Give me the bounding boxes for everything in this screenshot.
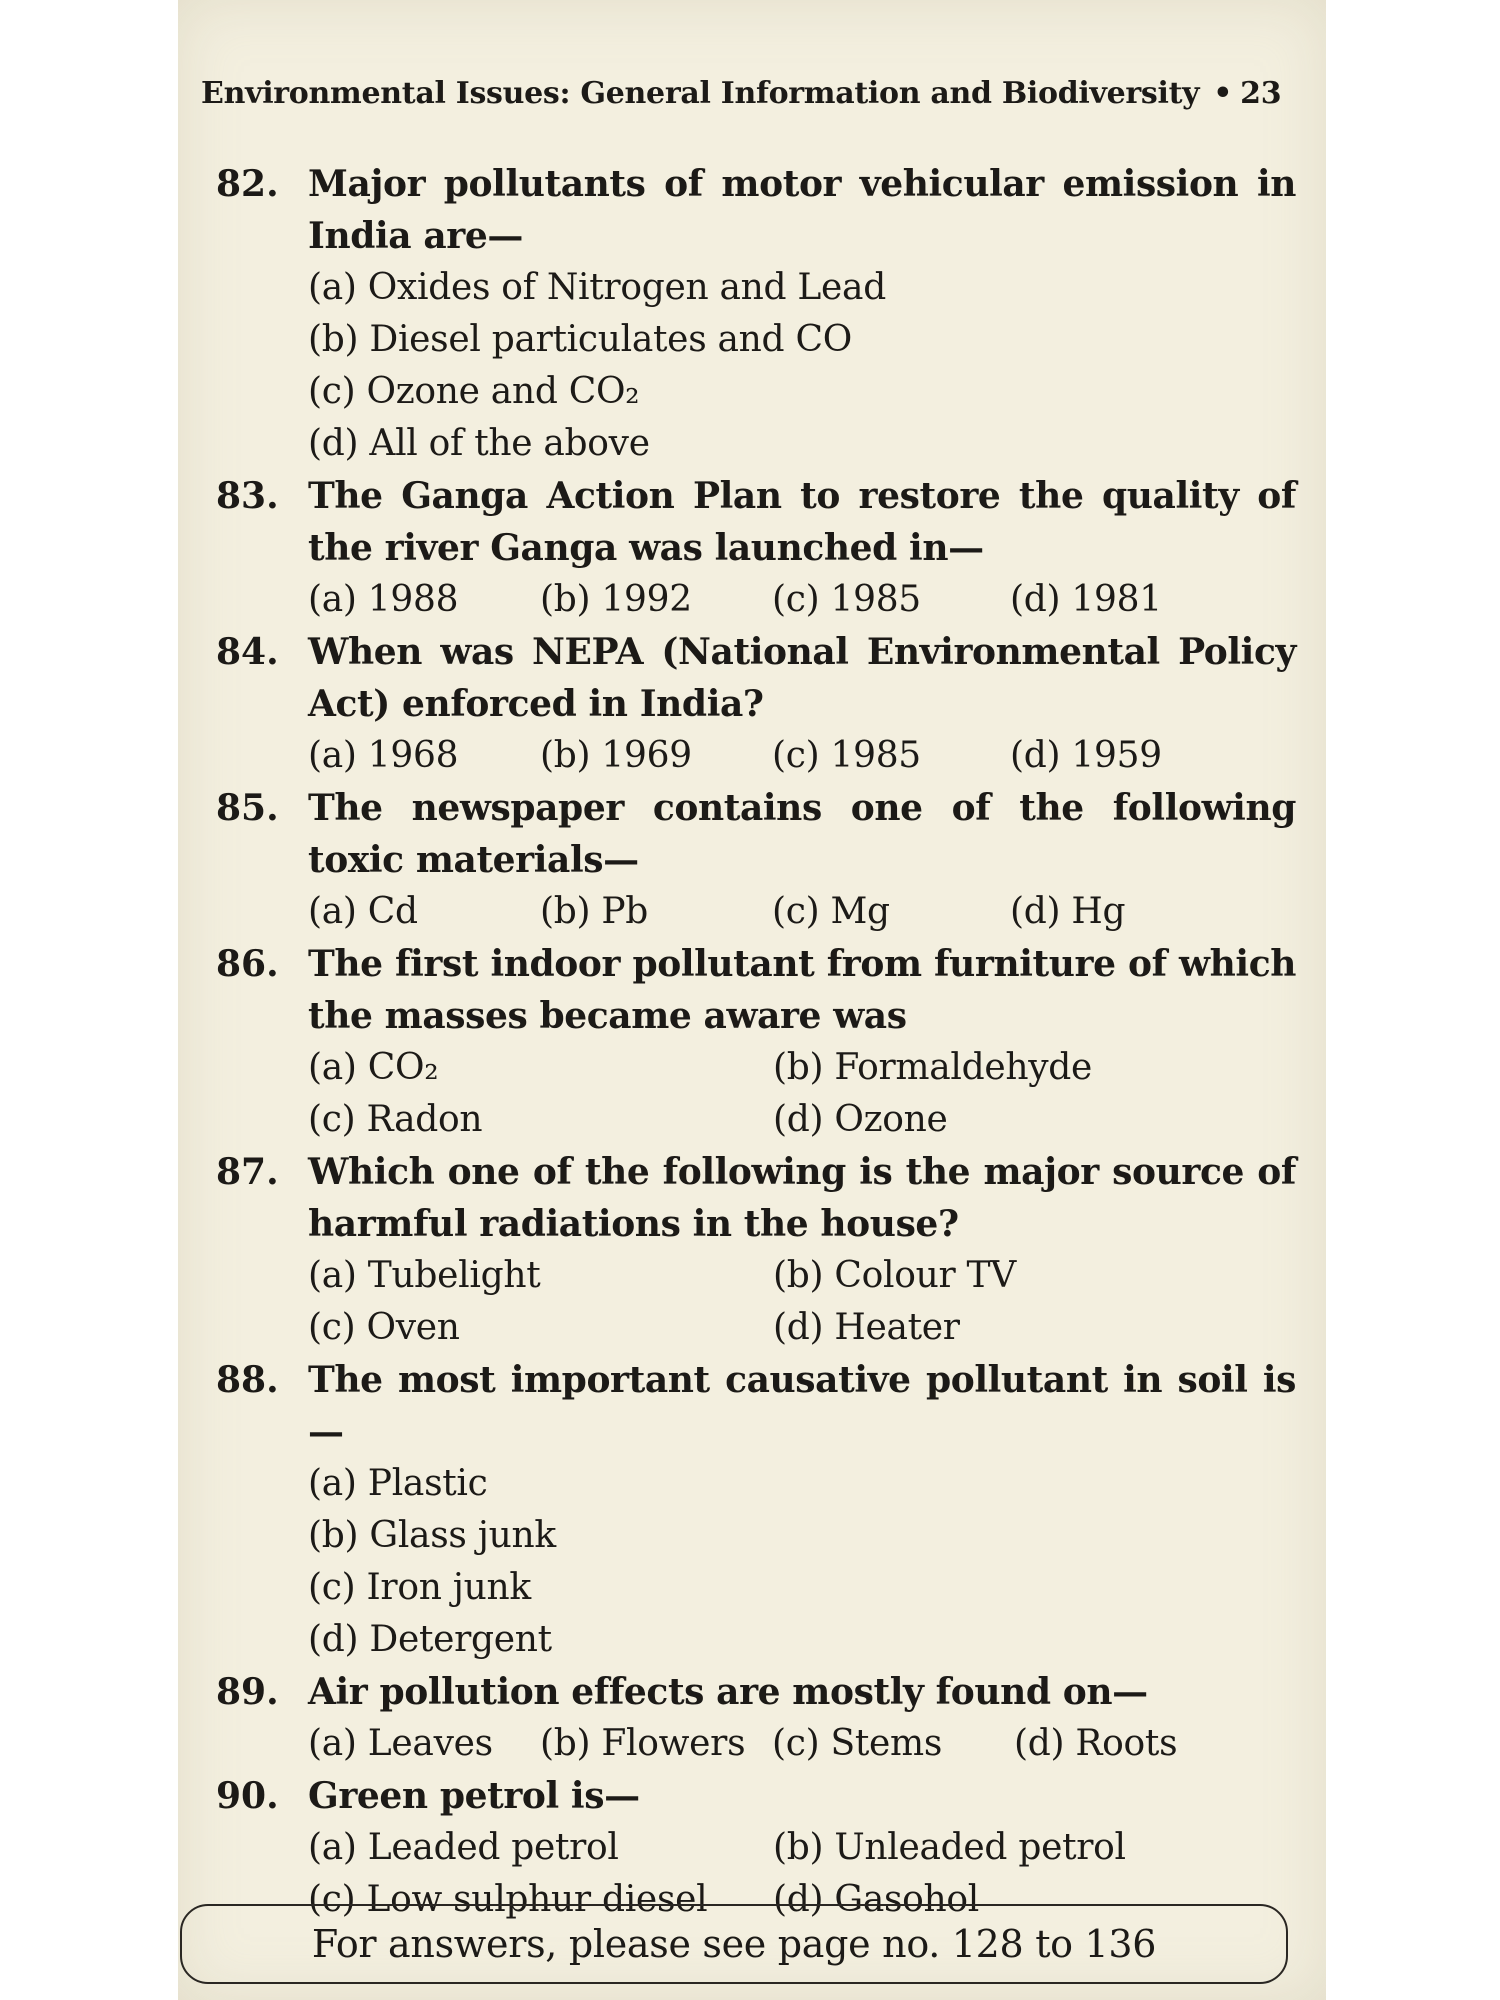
answer-option: (c) 1985 (772, 579, 921, 620)
question-item (216, 1770, 1296, 1926)
answer-options (308, 1718, 1296, 1770)
header-separator: • (1213, 75, 1233, 111)
question-item (216, 158, 1296, 470)
question-number: 90. (216, 1775, 279, 1817)
answer-options (308, 574, 1296, 626)
answer-option: (b) Glass junk (308, 1515, 556, 1556)
question-item (216, 1666, 1296, 1770)
answer-option: (d) 1981 (1010, 579, 1162, 620)
answer-option: (a) Leaves (308, 1723, 493, 1764)
answer-option: (c) Stems (772, 1723, 943, 1764)
running-header (201, 68, 1293, 118)
answer-option: (d) Roots (1014, 1723, 1178, 1764)
answer-option: (d) Heater (773, 1307, 960, 1348)
answer-option: (b) Colour TV (773, 1255, 1016, 1296)
question-text: Which one of the following is the major source of harmful radiations in the house? (308, 1151, 1296, 1245)
question-number: 85. (216, 787, 279, 829)
answer-option: (c) Iron junk (308, 1567, 531, 1608)
answer-option: (c) Low sulphur diesel (308, 1879, 708, 1920)
answer-option: (d) All of the above (308, 423, 650, 464)
chapter-title: Environmental Issues: General Information and Biodiversity (201, 75, 1200, 111)
question-number: 88. (216, 1359, 279, 1401)
answer-option: (a) 1988 (308, 579, 459, 620)
question-item (216, 470, 1296, 626)
answer-options (308, 730, 1296, 782)
answer-option: (b) Flowers (540, 1723, 746, 1764)
answer-option: (c) Oven (308, 1307, 460, 1348)
answer-option: (d) 1959 (1010, 735, 1162, 776)
question-item (216, 782, 1296, 938)
answer-option: (d) Gasohol (773, 1879, 980, 1920)
answers-note: For answers, please see page no. 128 to 136 (311, 1922, 1157, 1966)
answer-options (308, 1042, 1296, 1146)
answer-option: (b) Formaldehyde (773, 1047, 1093, 1088)
answer-options (308, 1458, 1296, 1666)
answer-option: (c) Mg (772, 891, 890, 932)
question-text: Green petrol is— (308, 1775, 640, 1817)
answer-option: (d) Ozone (773, 1099, 948, 1140)
question-list (216, 158, 1296, 1926)
question-number: 84. (216, 631, 279, 673)
answers-note-box (180, 1904, 1288, 1984)
question-text: Air pollution effects are mostly found on— (308, 1671, 1148, 1713)
question-text: The most important causative pollutant in soil is— (308, 1359, 1296, 1453)
question-text: The Ganga Action Plan to restore the quality of the river Ganga was launched in— (308, 475, 1296, 569)
question-text: The newspaper contains one of the following toxic materials— (308, 787, 1296, 881)
question-number: 86. (216, 943, 279, 985)
answer-option: (b) 1992 (540, 579, 692, 620)
question-text: The first indoor pollutant from furniture of which the masses became aware was (308, 943, 1296, 1037)
answer-option: (a) Leaded petrol (308, 1827, 619, 1868)
question-item (216, 938, 1296, 1146)
answer-option: (c) 1985 (772, 735, 921, 776)
question-number: 83. (216, 475, 279, 517)
answer-option: (b) Diesel particulates and CO (308, 319, 852, 360)
answer-option: (a) CO₂ (308, 1047, 439, 1088)
answer-option: (b) Unleaded petrol (773, 1827, 1126, 1868)
question-text: When was NEPA (National Environmental Policy Act) enforced in India? (308, 631, 1296, 725)
answer-options (308, 886, 1296, 938)
answer-option: (a) Oxides of Nitrogen and Lead (308, 267, 886, 308)
answer-option: (d) Hg (1010, 891, 1126, 932)
question-item (216, 626, 1296, 782)
page-number: 23 (1240, 75, 1282, 111)
question-number: 89. (216, 1671, 279, 1713)
question-text: Major pollutants of motor vehicular emission in India are— (308, 163, 1296, 257)
question-number: 87. (216, 1151, 279, 1193)
answer-option: (a) 1968 (308, 735, 459, 776)
question-item (216, 1146, 1296, 1354)
answer-option: (c) Ozone and CO₂ (308, 371, 640, 412)
question-item (216, 1354, 1296, 1666)
answer-option: (b) 1969 (540, 735, 692, 776)
answer-options (308, 1250, 1296, 1354)
answer-option: (c) Radon (308, 1099, 483, 1140)
answer-option: (b) Pb (540, 891, 649, 932)
answer-option: (a) Plastic (308, 1463, 488, 1504)
answer-option: (a) Tubelight (308, 1255, 541, 1296)
answer-option: (d) Detergent (308, 1619, 552, 1660)
answer-option: (a) Cd (308, 891, 418, 932)
answer-options (308, 262, 1296, 470)
question-number: 82. (216, 163, 279, 205)
